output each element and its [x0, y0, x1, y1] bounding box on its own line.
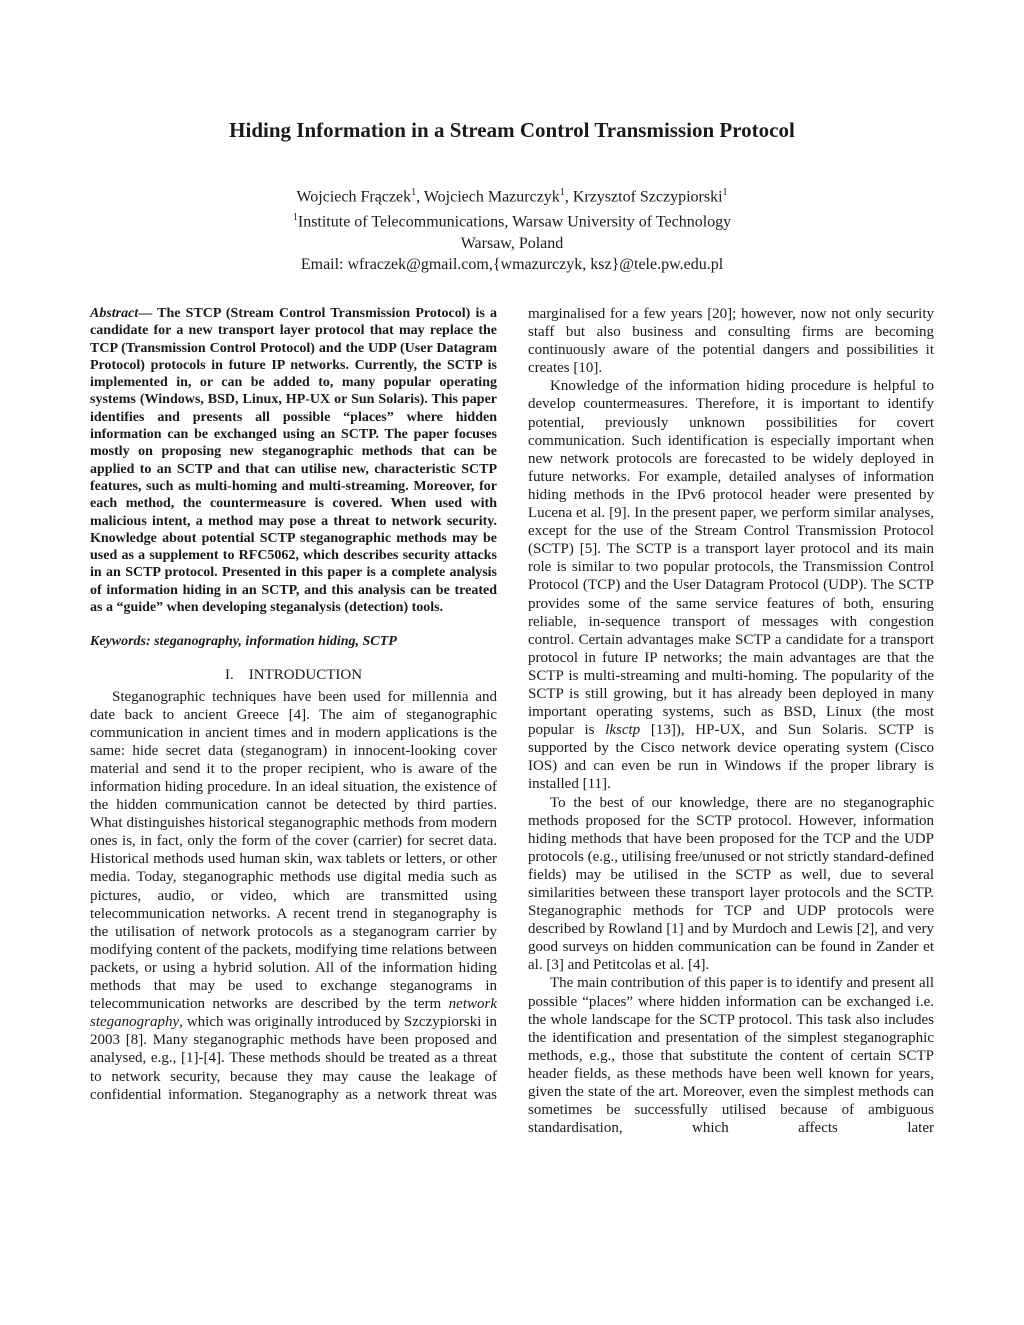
author-name: Wojciech Frączek	[296, 188, 412, 206]
keywords: Keywords: steganography, information hiding, SCTP	[90, 634, 397, 650]
affiliation: $^1$Institute of Telecommunications, Warsaw University of Technology	[292, 212, 732, 231]
section-heading: I. INTRODUCTION	[224, 667, 363, 684]
abstract: Abstract— The STCP (Stream Control Transmission Protocol) is a candidate for a new transport layer protocol that may replace the TCP (Transmission Control Protocol) and the UDP (User Datagram Protocol) protocols in future IP networks. Currently, the SCTP is implemented in, or can be added to, many popular operating systems (Windows, BSD, Linux, HP-UX or Sun Solaris). This paper identifies and presents all possible “places” where hidden information can be exchanged using an SCTP. The paper focuses mostly on proposing new steganographic methods that can be applied to an SCTP and that can utilise new, characteristic SCTP features, such as multi-homing and multi-streaming. Moreover, for each method, the countermeasure is covered. When used with malicious intent, a method may pose a threat to network security. Knowledge about potential SCTP steganographic methods may be used as a supplement to RFC5062, which describes security attacks in an SCTP protocol. Presented in this paper is a complete analysis of information hiding in an SCTP, and this analysis can be treated as a “guide” when developing steganalysis (detection) tools.	[90, 306, 498, 616]
abstract-text: The STCP (Stream Control Transmission Protocol) is a candidate for a new transport layer protocol that may replace the TCP (Transmission Control Protocol) and the UDP (User Datagram Protocol) protocols in future IP networks. Currently, the SCTP is implemented in, or can be added to, many popular operating systems (Windows, BSD, Linux, HP-UX or Sun Solaris). This paper identifies and presents all possible “places” where hidden information can be exchanged using an SCTP. The paper focuses mostly on proposing new steganographic methods that can be applied to an SCTP and that can utilise new, characteristic SCTP features, such as multi-homing and multi-streaming. Moreover, for each method, the countermeasure is covered. When used with malicious intent, a method may pose a threat to network security. Knowledge about potential SCTP steganographic methods may be used as a supplement to RFC5062, which describes security attacks in an SCTP protocol. Presented in this paper is a complete analysis of information hiding in an SCTP, and this analysis can be treated as a “guide” when developing steganalysis (detection) tools.	[90, 306, 498, 616]
paragraph: The main contribution of this paper is to identify and present all possible “places” where hidden information can be exchanged i.e. the whole landscape for the SCTP protocol. This task also includes the identification and presentation of the simplest steganographic methods, e.g., those that substitute the content of certain SCTP header fields, as these methods have been well known for years, given the state of the art. Moreover, even the simplest methods can sometimes be successfully utilised because of ambiguous standardisation, which affects later	[528, 975, 934, 1137]
paragraph: marginalised for a few years [20]; however, now not only security staff but also business and consulting firms are becoming continuously aware of the potential dangers and possibilities it creates [10].	[528, 306, 934, 377]
author-list: Wojciech Frączek$^1$, Wojciech Mazurczyk$^1$, Krzysztof Szczypiorski$^1$	[296, 187, 728, 206]
left-column	[90, 305, 497, 1104]
author-block	[0, 182, 1024, 275]
affiliation-marker: 1	[411, 187, 417, 198]
affiliation-marker: 1	[292, 212, 298, 224]
author-name: Krzysztof Szczypiorski	[572, 188, 723, 206]
affiliation-marker: 1	[722, 187, 728, 198]
paper-title: Hiding Information in a Stream Control Transmission Protocol	[229, 118, 795, 142]
abstract-label: Abstract	[90, 306, 139, 321]
paragraph: To the best of our knowledge, there are no steganographic methods proposed for the SCTP protocol. However, information hiding methods that have been proposed for the TCP and the UDP protocols (e.g., utilising free/unused or not strictly standard-defined fields) may be utilised in the SCTP as well, due to several similarities between these transport layer protocols and the SCTP. Steganographic methods for TCP and UDP protocols were described by Rowland [1] and by Murdoch and Lewis [2], and very good surveys on hidden communication can be found in Zander et al. [3] and Petitcolas et al. [4].	[528, 794, 934, 974]
right-column	[528, 305, 934, 1137]
author-name: Wojciech Mazurczyk	[423, 188, 560, 206]
paragraph: Steganographic techniques have been used for millennia and date back to ancient Greece [4]. The aim of steganographic communication in ancient times and in modern applications is the same: hide secret data (steganogram) in innocent-looking cover material and send it to the proper recipient, who is aware of the information hiding procedure. In an ideal situation, the existence of the hidden communication cannot be detected by third parties. What distinguishes historical steganographic methods from modern ones is, in fact, only the form of the cover (carrier) for secret data. Historical methods used human skin, wax tablets or letters, or other media. Today, steganographic methods use digital media such as pictures, audio, or video, which are transmitted using telecommunication networks. A recent trend in steganography is the utilisation of network protocols as a steganogram carrier by modifying content of the packets, modifying time relations between packets, or using a hybrid solution. All of the information hiding methods that may be used to exchange steganograms in telecommunication networks are described by the term network steganography, which was originally introduced by Szczypiorski in 2003 [8]. Many steganographic methods have been proposed and analysed, e.g., [1]-[4]. These methods should be treated as a threat to network security, because they may cause the leakage of confidential information. Steganography as a network threat was	[90, 688, 497, 1103]
location: Warsaw, Poland	[460, 234, 564, 252]
affiliation-marker: 1	[559, 187, 565, 198]
paragraph: Knowledge of the information hiding procedure is helpful to develop countermeasures. Therefore, it is important to identify potential, previously unknown possibilities for covert communication. Such identification is especially important when new network protocols are forecasted to be widely deployed in future networks. For example, detailed analyses of information hiding methods in the IPv6 protocol header were presented by Lucena et al. [9]. In the present paper, we perform similar analyses, except for the use of the Stream Control Transmission Protocol (SCTP) [5]. The SCTP is a transport layer protocol and its main role is similar to two popular protocols, the Transmission Control Protocol (TCP) and the User Datagram Protocol (UDP). The SCTP provides some of the same service features of both, ensuring reliable, in-sequence transport of messages with congestion control. Certain advantages make SCTP a candidate for a transport protocol in future IP networks; the main advantages are that the SCTP is multi-streaming and multi-homing. The popularity of the SCTP is still growing, but it has already been deployed in many important operating systems, such as BSD, Linux (the most popular is lksctp [13]), HP-UX, and Sun Solaris. SCTP is supported by the Cisco network device operating system (Cisco IOS) and can even be run in Windows if the proper library is installed [11].	[528, 378, 934, 793]
email: Email: wfraczek@gmail.com,{wmazurczyk, ksz}@tele.pw.edu.pl	[300, 255, 724, 273]
